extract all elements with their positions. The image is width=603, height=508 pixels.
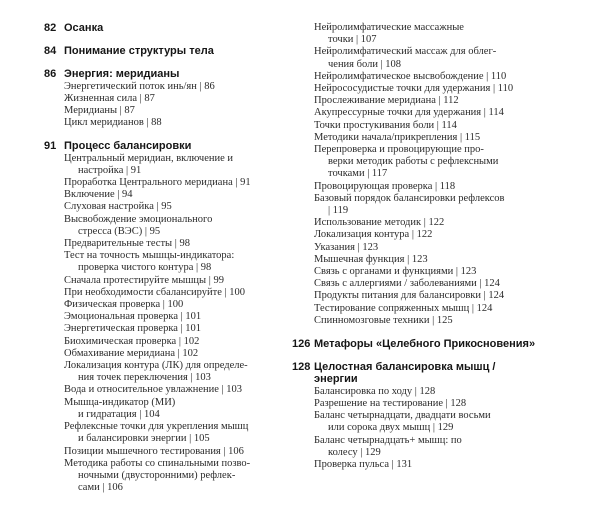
toc-section [44, 140, 290, 494]
toc-entry [44, 287, 290, 299]
toc-entry [292, 459, 596, 471]
toc-entry [44, 458, 290, 495]
toc-entry [44, 397, 290, 421]
chapter-heading [44, 22, 290, 34]
toc-entry-line: Продукты питания для балансировки | 124 [314, 290, 505, 302]
toc-entry [44, 311, 290, 323]
chapter-number: 91 [44, 140, 57, 153]
toc-entry-line: Эмоциональная проверка | 101 [64, 311, 202, 323]
toc-entry [292, 193, 596, 217]
toc-entry-line: Балансировка по ходу | 128 [314, 385, 436, 397]
toc-entry [292, 71, 596, 83]
toc-entry-line: Баланс четырнадцать+ мышц: по [314, 434, 462, 446]
toc-entry-line: Включение | 94 [64, 189, 133, 201]
toc-entry-line: Мышечная функция | 123 [314, 253, 428, 265]
toc-entry [292, 46, 596, 70]
toc-entry-line: верки методик работы с рефлексными [328, 156, 499, 168]
toc-entry [44, 299, 290, 311]
toc-entry-line: стресса (ВЭС) | 95 [78, 225, 161, 237]
toc-entry-line: Методики начала/прикрепления | 115 [314, 131, 481, 143]
chapter-title [314, 338, 596, 350]
chapter-heading [44, 140, 290, 152]
toc-entry [44, 446, 290, 458]
toc-entry [44, 421, 290, 445]
chapter-title [64, 45, 290, 57]
chapter-title-line: Целостная балансировка мышц / [314, 361, 496, 374]
toc-entry-line: Разрешение на тестирование | 128 [314, 397, 467, 409]
toc-entry-line: Прослеживание меридиана | 112 [314, 95, 459, 107]
chapter-title [64, 68, 290, 80]
toc-entry-line: Энергетическая проверка | 101 [64, 323, 202, 335]
toc-entry [44, 348, 290, 360]
toc-entry-line: Локализация контура | 122 [314, 229, 433, 241]
toc-entry-line: Указания | 123 [314, 241, 379, 253]
toc-entry-line: Нейрососудистые точки для удержания | 110 [314, 83, 514, 95]
toc-entry-line: Проверка пульса | 131 [314, 458, 413, 470]
toc-entry-line: проверка чистого контура | 98 [78, 262, 212, 274]
chapter-title-line: энергии [314, 373, 358, 386]
chapter-heading [44, 68, 290, 80]
toc-entry-line: Сначала протестируйте мышцы | 99 [64, 274, 224, 286]
chapter-number: 82 [44, 22, 57, 34]
toc-entry-line: Связь с органами и функциями | 123 [314, 266, 477, 278]
toc-entry [44, 214, 290, 238]
toc-entry [292, 398, 596, 410]
toc-entry-line: Проработка Центрального меридиана | 91 [64, 177, 251, 189]
toc-entry-line: Слуховая настройка | 95 [64, 201, 172, 213]
toc-entry-line: Нейролимфатический массаж для облег- [314, 46, 497, 58]
chapter-title [314, 361, 596, 385]
toc-entry-line: При необходимости сбалансируйте | 100 [64, 286, 245, 298]
toc-entry [292, 107, 596, 119]
toc-entry [292, 217, 596, 229]
toc-entry [44, 93, 290, 105]
toc-entry [292, 278, 596, 290]
toc-entry [292, 242, 596, 254]
toc-entry [292, 254, 596, 266]
chapter-title-line: Понимание структуры тела [64, 45, 214, 58]
toc-section [44, 45, 290, 57]
toc-entry [44, 81, 290, 93]
toc-entry-line: или сорока двух мышц | 129 [328, 422, 454, 434]
toc-entry-line: Мышца-индикатор (МИ) [64, 396, 176, 408]
toc-column-left [44, 22, 290, 494]
toc-entry-line: Тестирование сопряженных мышц | 124 [314, 302, 493, 314]
toc-entry-line: | 119 [328, 205, 349, 217]
toc-entry-line: Связь с аллергиями / заболеваниями | 124 [314, 278, 500, 290]
toc-entry [292, 410, 596, 434]
toc-entry-line: Точки простукивания боли | 114 [314, 119, 457, 131]
toc-entry [44, 201, 290, 213]
toc-entry [44, 238, 290, 250]
toc-entry-line: Спинномозговые техники | 125 [314, 314, 453, 326]
chapter-title-line: Метафоры «Целебного Прикосновения» [314, 338, 536, 351]
toc-entry [292, 120, 596, 132]
toc-section [292, 22, 596, 327]
chapter-number: 84 [44, 45, 57, 58]
toc-entry [292, 132, 596, 144]
toc-entry-line: Базовый порядок балансировки рефлексов [314, 192, 505, 204]
toc-entry-line: ния точек переключения | 103 [78, 372, 211, 384]
toc-entry-line: Вода и относительное увлажнение | 103 [64, 384, 242, 396]
toc-entry-line: чения боли | 108 [328, 58, 402, 70]
toc-entry-line: Обмахивание меридиана | 102 [64, 347, 199, 359]
chapter-heading [292, 361, 596, 385]
toc-entry [292, 95, 596, 107]
chapter-heading [44, 45, 290, 57]
toc-entry-line: колесу | 129 [328, 446, 381, 458]
toc-section [44, 22, 290, 34]
toc-entry-line: Рефлексные точки для укрепления мышц [64, 421, 249, 433]
toc-entry-line: Провоцирующая проверка | 118 [314, 180, 456, 192]
toc-entry-line: Акупрессурные точки для удержания | 114 [314, 107, 504, 119]
toc-entry-line: Предварительные тесты | 98 [64, 238, 190, 250]
toc-entry [44, 189, 290, 201]
toc-column-right [292, 22, 596, 471]
toc-entry [292, 144, 596, 181]
toc-entry [44, 384, 290, 396]
chapter-heading [292, 338, 596, 350]
toc-entry [292, 229, 596, 241]
toc-entry [292, 181, 596, 193]
toc-entry-line: Перепроверка и провоцирующие про- [314, 144, 484, 156]
toc-entry-line: Нейролимфатические массажные [314, 22, 464, 33]
chapter-number: 86 [44, 68, 57, 81]
toc-entry-line: ночными (двусторонними) рефлек- [78, 469, 236, 481]
toc-entry-line: точки | 107 [328, 34, 377, 46]
toc-entry-line: Методика работы со спинальными позво- [64, 457, 251, 469]
toc-entry [44, 336, 290, 348]
toc-entry-line: Нейролимфатическое высвобождение | 110 [314, 70, 507, 82]
toc-entry-line: и балансировки энергии | 105 [78, 433, 210, 445]
toc-entry [44, 153, 290, 177]
toc-section [292, 338, 596, 350]
chapter-title-line: Процесс балансировки [64, 140, 192, 153]
toc-entry-line: Использование методик | 122 [314, 217, 445, 229]
toc-entry-line: Энергетический поток инь/ян | 86 [64, 80, 215, 92]
toc-section [44, 68, 290, 129]
toc-entry-line: Локализация контура (ЛК) для определе- [64, 360, 248, 372]
toc-entry-line: Тест на точность мышцы-индикатора: [64, 250, 235, 262]
toc-entry [44, 117, 290, 129]
toc-entry-line: Цикл меридианов | 88 [64, 117, 162, 129]
toc-entry [292, 266, 596, 278]
chapter-number: 126 [292, 338, 311, 351]
toc-entry [44, 323, 290, 335]
toc-entry [44, 105, 290, 117]
toc-entry-line: Позиции мышечного тестирования | 106 [64, 445, 244, 457]
chapter-title [64, 140, 290, 152]
toc-entry [292, 83, 596, 95]
toc-entry [292, 315, 596, 327]
toc-entry-line: Высвобождение эмоционального [64, 213, 213, 225]
toc-entry [44, 360, 290, 384]
toc-section [292, 361, 596, 471]
toc-entry-line: Меридианы | 87 [64, 105, 135, 117]
toc-entry-line: Биохимическая проверка | 102 [64, 335, 200, 347]
toc-entry [44, 250, 290, 274]
toc-entry-line: точками | 117 [328, 168, 388, 180]
toc-entry [44, 177, 290, 189]
toc-entry [44, 275, 290, 287]
chapter-title [64, 22, 290, 34]
chapter-number: 128 [292, 361, 311, 374]
toc-entry-line: и гидратация | 104 [78, 408, 160, 420]
toc-entry [292, 290, 596, 302]
toc-entry-line: Физическая проверка | 100 [64, 299, 184, 311]
toc-entry-line: Центральный меридиан, включение и [64, 152, 234, 164]
chapter-title-line: Осанка [64, 22, 104, 34]
toc-entry-line: настройка | 91 [78, 164, 142, 176]
toc-entry-line: сами | 106 [78, 482, 123, 494]
toc-entry-line: Жизненная сила | 87 [64, 92, 155, 104]
toc-entry [292, 303, 596, 315]
toc-entry [292, 22, 596, 46]
toc-entry-line: Баланс четырнадцати, двадцати восьми [314, 410, 491, 422]
toc-entry [292, 386, 596, 398]
chapter-title-line: Энергия: меридианы [64, 68, 180, 81]
toc-entry [292, 435, 596, 459]
